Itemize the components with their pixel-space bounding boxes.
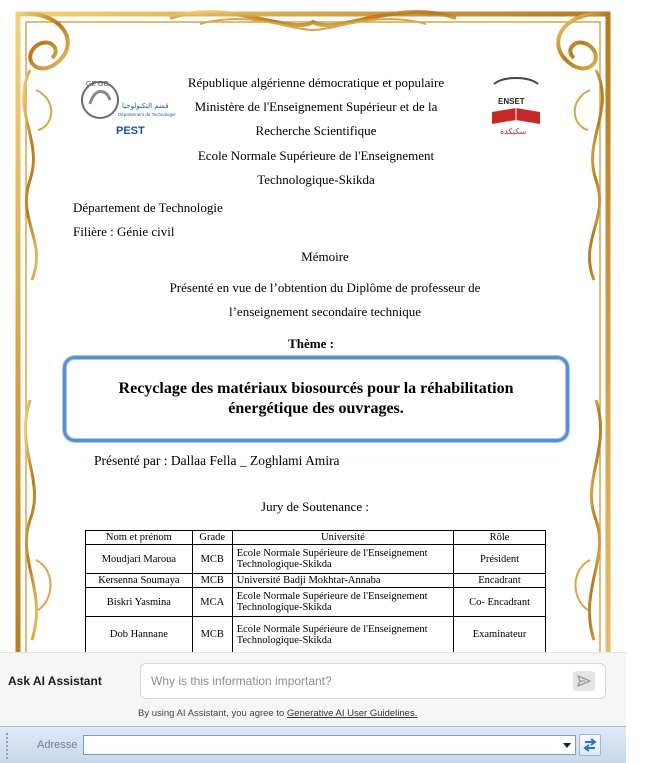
ai-assistant-panel [0,652,626,726]
department-logo [78,74,176,144]
cell-grade: MCB [192,545,232,574]
cell-grade: MCB [192,574,232,588]
ai-question-box [140,663,606,699]
logo-left-top-text: GE GC [86,81,109,88]
go-button[interactable] [579,734,601,756]
cell-name: Dob Hannane [86,617,193,653]
send-button[interactable] [573,671,595,691]
col-header-university: Université [232,531,453,545]
ai-assistant-title: Ask AI Assistant [8,674,102,688]
filiere-label: Filière : Génie civil [73,224,175,239]
cell-name: Kersenna Soumaya [86,574,193,588]
cell-university: Université Badji Mokhtar-Annaba [232,574,453,588]
jury-table [85,530,546,653]
address-box [83,735,576,755]
ai-question-input[interactable] [151,664,561,698]
address-input[interactable] [87,737,557,753]
logo-right-top-text: ENSET [498,97,525,106]
cell-grade: MCA [192,588,232,617]
cell-role: Encadrant [454,574,546,588]
cell-university: Ecole Normale Supérieure de l'Enseignement Technologique-Skikda [232,545,453,574]
header-school-location: Technologique-Skikda [257,172,375,187]
jury-table-header [86,531,546,545]
header-republic: République algérienne démocratique et populaire [187,75,445,90]
logo-right-arabic-text: سكيكدة [500,127,527,136]
header-ministry: Ministère de l'Enseignement Supérieur et de la [194,99,438,114]
department-label: Département de Technologie [73,200,223,215]
logo-left-caption: Département de Technologie [118,112,176,117]
cell-university: Ecole Normale Supérieure de l'Enseignement Technologique-Skikda [232,588,453,617]
header-school: Ecole Normale Supérieure de l'Enseignement [197,148,435,163]
chevron-down-icon [563,743,571,748]
header-research: Recherche Scientifique [255,123,377,138]
theme-title: Recyclage des matériaux biosourcés pour la réhabilitation énergétique des ouvrages. [118,380,514,417]
send-icon [577,675,591,687]
address-dropdown-button[interactable] [561,738,573,752]
cell-name: Biskri Yasmina [86,588,193,617]
toolbar-grip[interactable] [6,733,10,759]
table-row [86,574,546,588]
theme-label: Thème : [288,336,334,351]
table-row [86,588,546,617]
table-row [86,545,546,574]
col-header-role: Rôle [454,531,546,545]
cell-role: Examinateur [454,617,546,653]
col-header-grade: Grade [192,531,232,545]
cell-university: Ecole Normale Supérieure de l'Enseignement Technologique-Skikda [232,617,453,653]
ai-disclaimer [138,708,417,719]
jury-title: Jury de Soutenance : [261,499,369,514]
enset-logo [484,74,548,138]
presented-by: Présenté par : Dallaa Fella _ Zoghlami Amira [94,453,340,468]
cell-grade: MCB [192,617,232,653]
ai-disclaimer-text: By using AI Assistant, you agree to [138,708,285,719]
memoire-label: Mémoire [301,249,349,264]
presented-line-1: Présenté en vue de l’obtention du Diplôme de professeur de [169,280,481,295]
logo-left-arabic-text: قسم التكنولوجيا [122,102,169,110]
address-toolbar [0,726,626,763]
col-header-name: Nom et prénom [86,531,193,545]
go-arrows-icon [583,738,597,752]
address-label: Adresse [37,739,78,751]
cell-name: Moudjari Maroua [86,545,193,574]
cell-role: Co- Encadrant [454,588,546,617]
cell-role: Président [454,545,546,574]
table-row [86,617,546,653]
presented-line-2: l’enseignement secondaire technique [228,304,422,319]
ai-guidelines-link[interactable]: Generative AI User Guidelines. [286,708,418,719]
theme-box [63,356,569,442]
logo-left-brand: PEST [116,125,145,137]
